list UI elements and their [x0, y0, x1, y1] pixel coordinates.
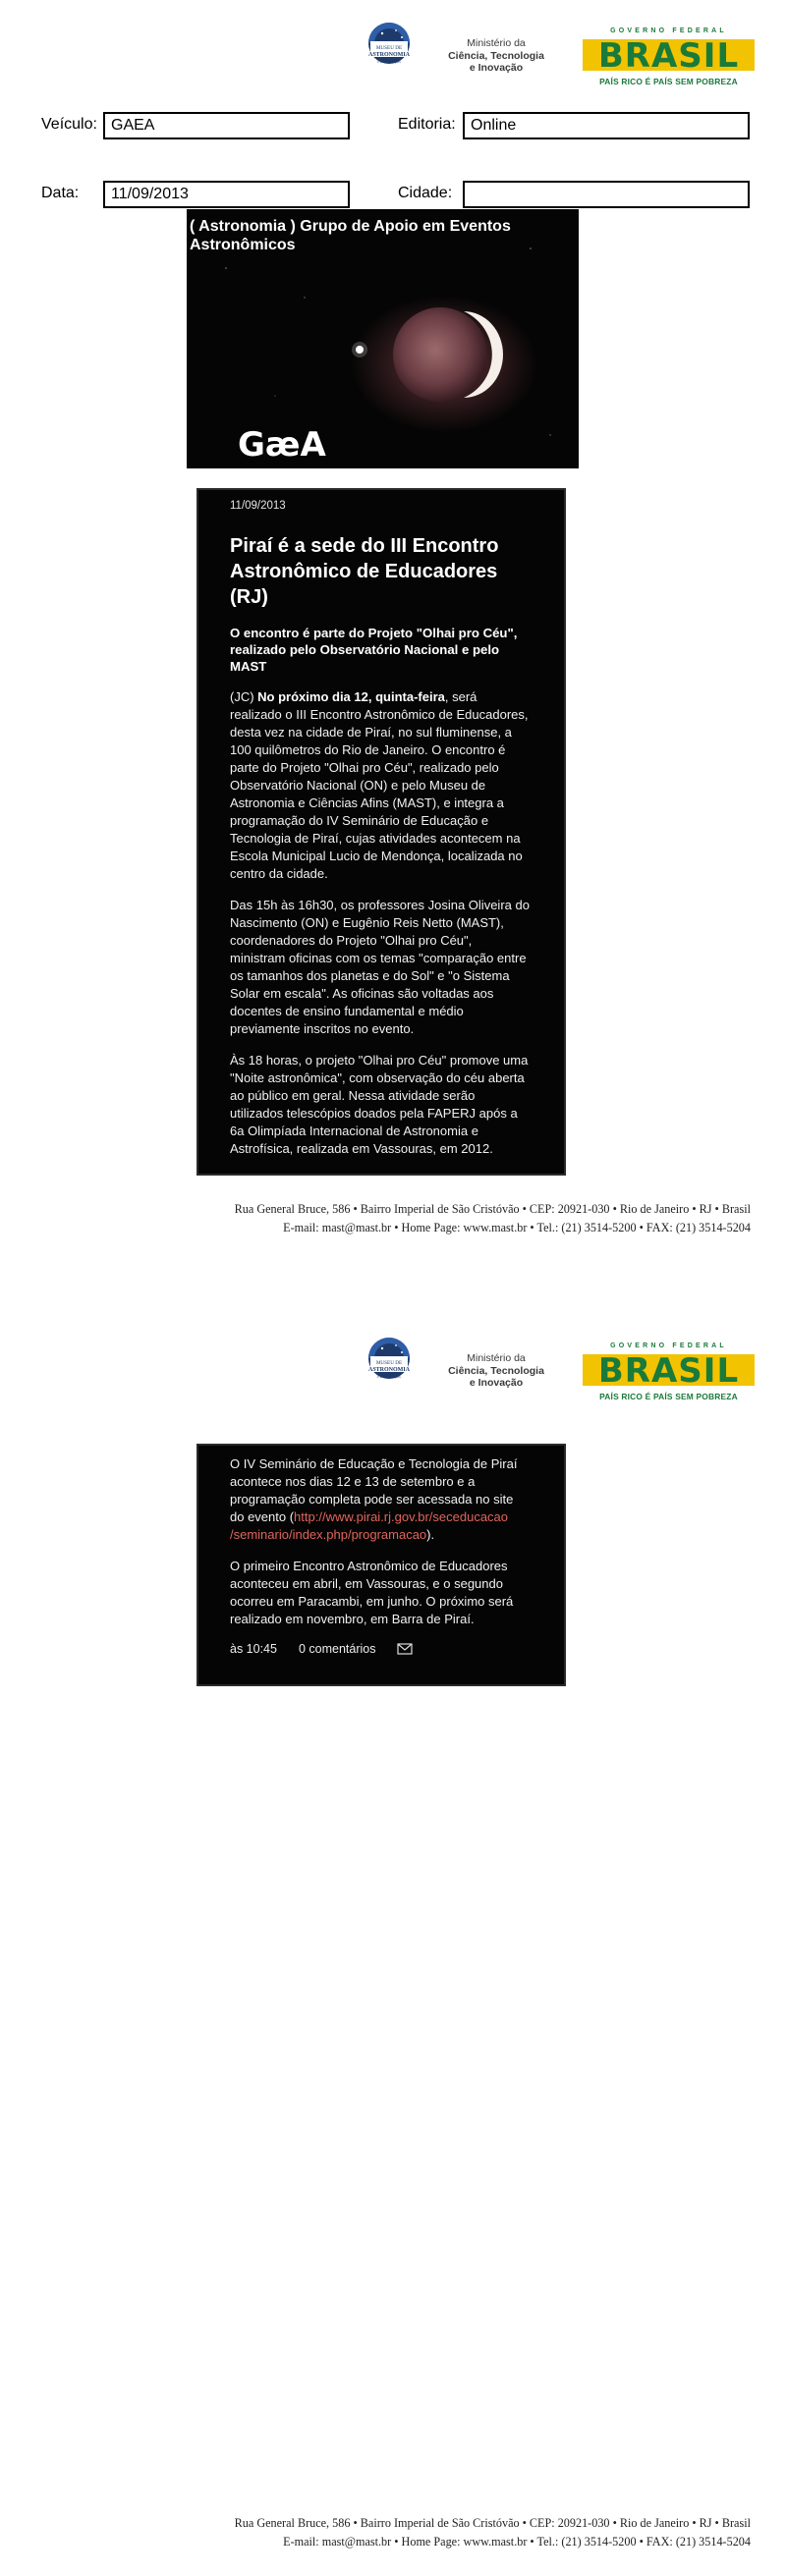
- ministerio-line1: Ministério da: [467, 37, 526, 49]
- brasil-word: BRASIL: [597, 39, 740, 71]
- museu-logo-line2: ASTRONOMIA: [367, 52, 411, 58]
- ministerio-line3: e Inovação: [469, 1377, 524, 1389]
- page-2: [0, 1288, 786, 2575]
- footer-line1: Rua General Bruce, 586 • Bairro Imperial de São Cristóvão • CEP: 20921-030 • Rio de Janeiro • RJ • Brasil: [234, 2516, 751, 2530]
- post-paragraph-5: O primeiro Encontro Astronômico de Educadores aconteceu em abril, em Vassouras, e o segundo ocorreu em Paracambi, em junho. O próximo será realizado em novembro, em Barra de Piraí.: [230, 1559, 514, 1626]
- post-lead: O encontro é parte do Projeto "Olhai pro Céu", realizado pelo Observatório Nacional e pelo MAST: [230, 626, 518, 674]
- programacao-link[interactable]: http://www.pirai.rj.gov.br/seceducacao /seminario/index.php/programacao: [230, 1509, 509, 1542]
- museu-astronomia-logo: [359, 1337, 420, 1398]
- post-paragraph-3: Às 18 horas, o projeto "Olhai pro Céu" promove uma "Noite astronômica", com observação do céu aberta ao público em geral. Nessa atividade serão utilizados telescópios doados pela FAPERJ após a 6a Olimpíada Internacional de Astronomia e Astrofísica, realizada em Vassouras, em 2012.: [230, 1053, 529, 1156]
- data-field[interactable]: 11/09/2013: [103, 181, 350, 208]
- banner-brand: GæA: [238, 425, 326, 465]
- post-time[interactable]: às 10:45: [230, 1642, 277, 1656]
- governo-federal-text: GOVERNO FEDERAL: [610, 1343, 727, 1349]
- article-card-continued: [196, 1444, 566, 1686]
- brasil-word: BRASIL: [597, 1354, 740, 1386]
- museu-logo-line3: e ciências afins: [377, 1375, 401, 1379]
- post-paragraph-1: [230, 688, 531, 883]
- post-meta: [230, 1642, 531, 1656]
- editoria-label: Editoria:: [398, 116, 456, 133]
- p4-suffix: ).: [426, 1527, 435, 1542]
- ministerio-line1: Ministério da: [467, 1352, 526, 1364]
- p1-rest: , será realizado o III Encontro Astronômico de Educadores, desta vez na cidade de Piraí, no sul fluminense, a 100 quilômetros do Rio de Janeiro. O encontro é parte do Projeto "Olhai pro Céu", realizado pelo Observatório Nacional (ON) e pelo Museu de Astronomia e Ciências Afins (MAST), e integra a programação do IV Seminário de Educação e Tecnologia de Piraí, cujas atividades acontecem na Escola Municipal Lucio de Mendonça, localizada no centro da cidade.: [230, 689, 529, 881]
- museu-logo-line1: MUSEU DE: [375, 45, 403, 51]
- article-card: [196, 488, 566, 1176]
- brasil-logo: [583, 1354, 755, 1386]
- brasil-tagline: PAÍS RICO É PAÍS SEM POBREZA: [599, 1392, 738, 1401]
- ministerio-line2: Ciência, Tecnologia: [448, 1364, 544, 1377]
- ministerio-logo: [432, 37, 560, 75]
- post-title[interactable]: Piraí é a sede do III Encontro Astronômico de Educadores (RJ): [230, 535, 499, 608]
- gaea-banner: [187, 209, 579, 468]
- p1-bold: No próximo dia 12, quinta-feira: [257, 689, 445, 704]
- ministerio-line2: Ciência, Tecnologia: [448, 49, 544, 62]
- post-date: 11/09/2013: [230, 500, 286, 512]
- editoria-field[interactable]: Online: [463, 112, 750, 139]
- ministerio-line3: e Inovação: [469, 62, 524, 74]
- banner-title: ( Astronomia ) Grupo de Apoio em Eventos Astronômicos: [190, 218, 511, 253]
- footer-line1: Rua General Bruce, 586 • Bairro Imperial de São Cristóvão • CEP: 20921-030 • Rio de Janeiro • RJ • Brasil: [234, 1202, 751, 1216]
- brasil-logo: [583, 39, 755, 71]
- p4-prefix: O IV Seminário de Educação e Tecnologia de Piraí acontece nos dias 12 e 13 de setembro e a programação completa pode ser acessada no site do evento (: [230, 1456, 518, 1524]
- governo-federal-text: GOVERNO FEDERAL: [610, 27, 727, 34]
- footer-line2: E-mail: mast@mast.br • Home Page: www.mast.br • Tel.: (21) 3514-5200 • FAX: (21) 3514-5204: [283, 1221, 751, 1234]
- museu-astronomia-logo: [359, 22, 420, 82]
- ministerio-logo: [432, 1352, 560, 1390]
- brasil-tagline: PAÍS RICO É PAÍS SEM POBREZA: [599, 77, 738, 86]
- veiculo-label: Veículo:: [41, 116, 97, 133]
- footer-address: [235, 2514, 751, 2551]
- cidade-field[interactable]: [463, 181, 750, 208]
- p1-prefix: (JC): [230, 689, 258, 704]
- data-label: Data:: [41, 185, 80, 201]
- cidade-label: Cidade:: [398, 185, 453, 201]
- museu-logo-line1: MUSEU DE: [375, 1360, 403, 1366]
- post-paragraph-4: [230, 1455, 531, 1544]
- museu-logo-line3: e ciências afins: [377, 60, 401, 64]
- veiculo-field[interactable]: GAEA: [103, 112, 350, 139]
- footer-address: [235, 1200, 751, 1237]
- post-paragraph-2: Das 15h às 16h30, os professores Josina Oliveira do Nascimento (ON) e Eugênio Reis Netto (MAST), coordenadores do Projeto "Olhai pro Céu", ministram oficinas com os temas "comparação entre os tamanhos dos planetas e do Sol" e "o Sistema Solar em escala". As oficinas são voltadas aos docentes de ensino fundamental e médio previamente inscritos no evento.: [230, 898, 530, 1036]
- footer-line2: E-mail: mast@mast.br • Home Page: www.mast.br • Tel.: (21) 3514-5200 • FAX: (21) 3514-5204: [283, 2535, 751, 2549]
- comments-link[interactable]: 0 comentários: [298, 1642, 376, 1656]
- email-post-icon[interactable]: [397, 1643, 413, 1655]
- museu-logo-line2: ASTRONOMIA: [367, 1367, 411, 1373]
